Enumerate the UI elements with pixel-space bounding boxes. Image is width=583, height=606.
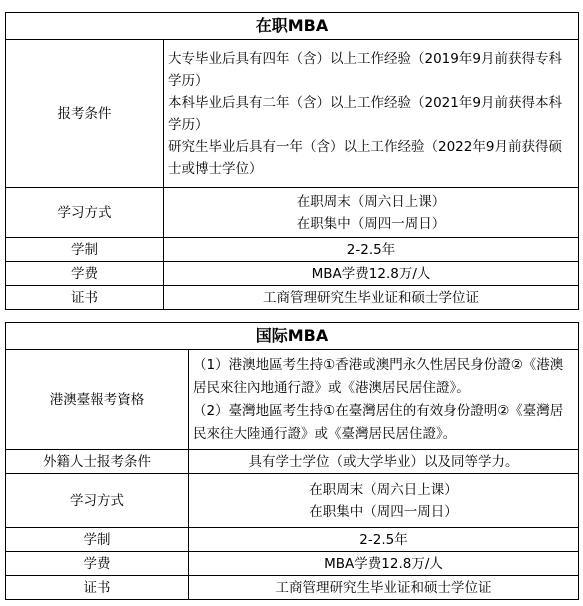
certificate-value: 工商管理研究生毕业证和硕士学位证 — [164, 286, 579, 310]
duration-label: 学制 — [6, 238, 164, 262]
hmt-requirement-item: （1）港澳地區考生持①香港或澳門永久性居民身份證②《港澳居民來往內地通行證》或《港澳居民居住證》。 — [193, 356, 564, 396]
requirements-label: 报考条件 — [6, 40, 164, 188]
certificate-label: 证书 — [6, 286, 164, 310]
requirement-item: 研究生毕业后具有一年（含）以上工作经验（2022年9月前获得硕士或博士学位） — [168, 138, 562, 177]
onjob-mba-table — [5, 12, 579, 310]
onjob-mba-title: 在职MBA — [6, 13, 579, 40]
study-mode-item: 在职集中（周四一周日） — [309, 503, 458, 520]
study-mode-item: 在职集中（周四一周日） — [296, 215, 446, 232]
hmt-requirement-item: （2）臺灣地區考生持①在臺灣居住的有效身份證明②《臺灣居民來往大陸通行證》或《臺灣居民居住證》。 — [193, 402, 564, 442]
fee-value: MBA学费12.8万/人 — [164, 262, 579, 286]
fee-label: 学费 — [6, 262, 164, 286]
requirement-item: 大专毕业后具有四年（含）以上工作经验（2019年9月前获得专科学历） — [168, 50, 562, 89]
fee-value: MBA学费12.8万/人 — [189, 552, 579, 576]
foreign-requirements-value: 具有学士学位（或大学毕业）以及同等学力。 — [189, 450, 579, 474]
duration-value: 2-2.5年 — [189, 528, 579, 552]
study-mode-item: 在职周末（周六日上课） — [296, 193, 446, 210]
study-mode-item: 在职周末（周六日上课） — [309, 481, 458, 498]
fee-label: 学费 — [6, 552, 189, 576]
requirement-item: 本科毕业后具有二年（含）以上工作经验（2021年9月前获得本科学历） — [168, 94, 562, 133]
study-mode-label: 学习方式 — [6, 474, 189, 528]
hmt-requirements-cell — [189, 350, 579, 450]
certificate-value: 工商管理研究生毕业证和硕士学位证 — [189, 576, 579, 600]
international-mba-table — [5, 322, 579, 600]
requirements-cell — [164, 40, 579, 188]
hmt-requirements-label: 港澳臺報考資格 — [6, 350, 189, 450]
study-mode-cell — [189, 474, 579, 528]
international-mba-title: 国际MBA — [6, 323, 579, 350]
study-mode-cell — [164, 188, 579, 238]
duration-label: 学制 — [6, 528, 189, 552]
study-mode-label: 学习方式 — [6, 188, 164, 238]
foreign-requirements-label: 外籍人士报考条件 — [6, 450, 189, 474]
certificate-label: 证书 — [6, 576, 189, 600]
duration-value: 2-2.5年 — [164, 238, 579, 262]
